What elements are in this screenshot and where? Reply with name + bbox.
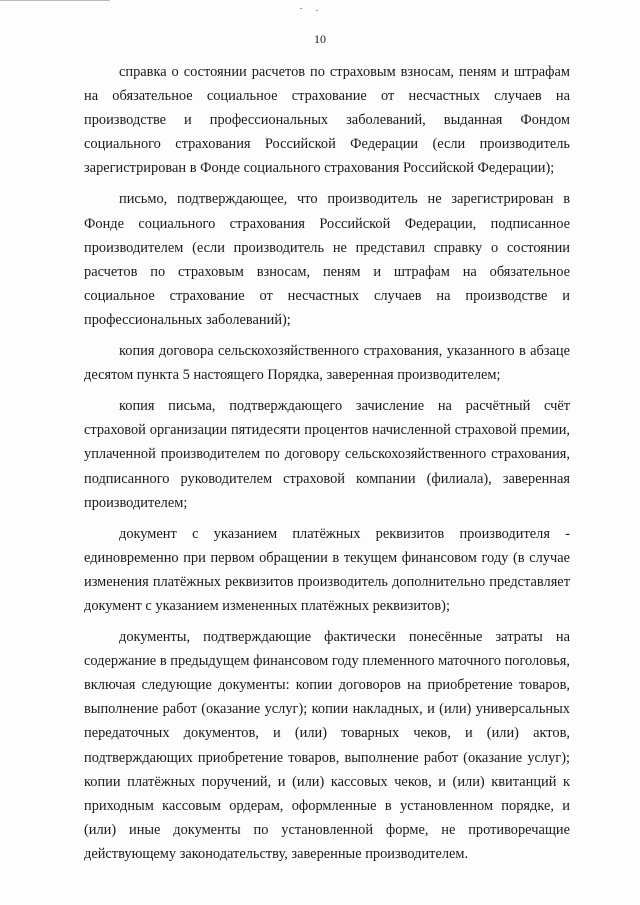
paragraph-premium-payment-letter: копия письма, подтверждающего зачисление на расчётный счёт страховой организации пятидесяти процентов начисленной страховой премии, уплаченной производителем по договору сельскохозяйственного страхования, подписанного руководителем страховой компании (филиала), заверенная производителем; xyxy=(84,398,570,511)
paragraph-payment-details: документ с указанием платёжных реквизитов производителя - единовременно при первом обращении в текущем финансовом году (в случае изменения платёжных реквизитов производитель дополнительно представляет документ с указанием измененных платёжных реквизитов); xyxy=(84,525,570,614)
page-number: 10 xyxy=(314,32,326,46)
paragraph-non-registration-letter: письмо, подтверждающее, что производитель не зарегистрирован в Фонде социального страхования Российской Федерации, подписанное производителем (если производитель не представил справку о состоянии расчетов по страховым взносам, пеням и штрафам на обязательное социальное страхование от несчастных случаев на производстве и профессиональных заболеваний); xyxy=(84,191,570,328)
paragraph-insurance-certificate: справка о состоянии расчетов по страховым взносам, пеням и штрафам на обязательное социальное страхование от несчастных случаев на производстве и профессиональных заболеваний, выданная Фондом социального страхования Российской Федерации (если производитель зарегистрирован в Фонде социального страхования Российской Федерации); xyxy=(84,64,570,177)
paragraph-insurance-contract-copy: копия договора сельскохозяйственного страхования, указанного в абзаце десятом пункта 5 настоящего Порядка, заверенная производителем; xyxy=(84,343,570,384)
scan-speck xyxy=(300,8,302,9)
body-text xyxy=(84,60,570,873)
scan-edge-mark xyxy=(0,0,110,5)
paragraph-expense-documents: документы, подтверждающие фактически понесённые затраты на содержание в предыдущем финансовом году племенного маточного поголовья, включая следующие документы: копии договоров на приобретение товаров, выполнение работ (оказание услуг); копии накладных, и (или) универсальных передаточных документов, и (или) товарных чеков, и (или) актов, подтверждающих приобретение товаров, выполнение работ (оказание услуг); копии платёжных поручений, и (или) кассовых чеков, и (или) квитанций к приходным кассовым ордерам, оформленные в установленном порядке, и (или) иные документы по установленной форме, не противоречащие действующему законодательству, заверенные производителем. xyxy=(84,629,570,862)
scan-speck xyxy=(316,10,318,11)
